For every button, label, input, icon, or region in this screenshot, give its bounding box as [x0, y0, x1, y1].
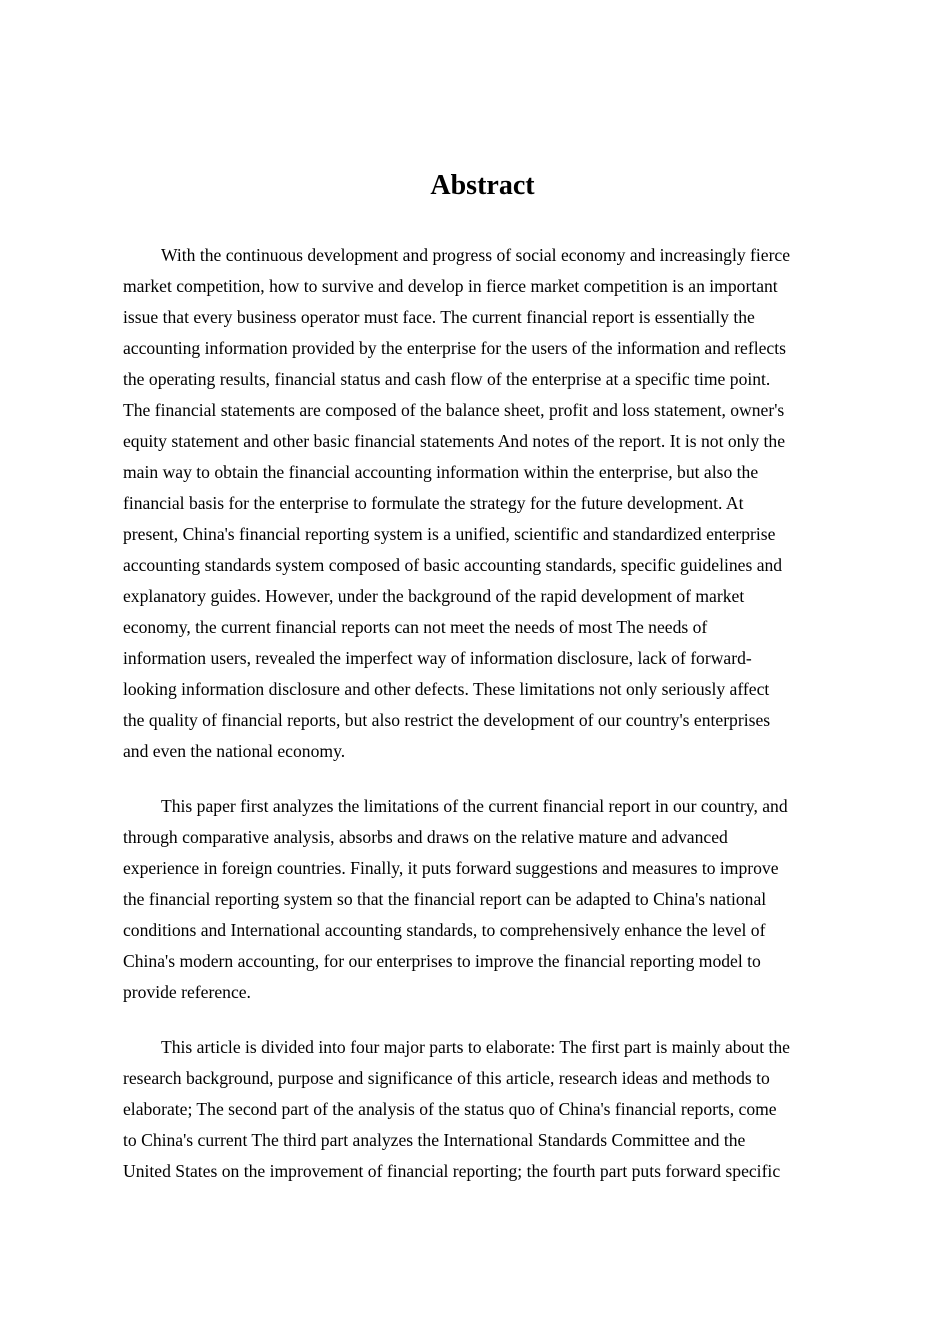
text-line: accounting standards system composed of basic accounting standards, specific guidelines and — [123, 555, 783, 575]
text-line: the financial reporting system so that the financial report can be adapted to China's national — [123, 889, 767, 909]
text-line: elaborate; The second part of the analysis of the status quo of China's financial reports, come — [123, 1099, 777, 1119]
abstract-body — [123, 240, 851, 1211]
text-line: main way to obtain the financial accounting information within the enterprise, but also the — [123, 462, 759, 482]
text-line: This article is divided into four major parts to elaborate: The first part is mainly about the — [161, 1037, 790, 1057]
text-line: looking information disclosure and other defects. These limitations not only seriously affect — [123, 679, 770, 699]
text-line: through comparative analysis, absorbs and draws on the relative mature and advanced — [123, 827, 728, 847]
text-line: experience in foreign countries. Finally, it puts forward suggestions and measures to improve — [123, 858, 779, 878]
text-line: This paper first analyzes the limitations of the current financial report in our country, and — [161, 796, 788, 816]
paragraph-1 — [123, 240, 851, 767]
text-line: explanatory guides. However, under the background of the rapid development of market — [123, 586, 745, 606]
text-line: issue that every business operator must face. The current financial report is essentially the — [123, 307, 755, 327]
text-line: China's modern accounting, for our enterprises to improve the financial reporting model to — [123, 951, 761, 971]
text-line: The financial statements are composed of the balance sheet, profit and loss statement, owner's — [123, 400, 785, 420]
paragraph-2 — [123, 791, 851, 1008]
text-line: provide reference. — [123, 982, 251, 1002]
text-line: present, China's financial reporting system is a unified, scientific and standardized enterprise — [123, 524, 776, 544]
text-line: to China's current The third part analyzes the International Standards Committee and the — [123, 1130, 746, 1150]
text-line: economy, the current financial reports can not meet the needs of most The needs of — [123, 617, 708, 637]
text-line: conditions and International accounting standards, to comprehensively enhance the level of — [123, 920, 766, 940]
text-line: financial basis for the enterprise to formulate the strategy for the future development. At — [123, 493, 744, 513]
text-line: accounting information provided by the enterprise for the users of the information and reflects — [123, 338, 786, 358]
text-line: United States on the improvement of financial reporting; the fourth part puts forward specific — [123, 1161, 781, 1181]
text-line: market competition, how to survive and develop in fierce market competition is an important — [123, 276, 778, 296]
text-line: research background, purpose and significance of this article, research ideas and methods to — [123, 1068, 770, 1088]
paragraph-3 — [123, 1032, 851, 1187]
text-line: and even the national economy. — [123, 741, 346, 761]
text-line: information users, revealed the imperfect way of information disclosure, lack of forward- — [123, 648, 752, 668]
text-line: equity statement and other basic financial statements And notes of the report. It is not only the — [123, 431, 786, 451]
text-line: the operating results, financial status and cash flow of the enterprise at a specific time point. — [123, 369, 771, 389]
text-line: With the continuous development and progress of social economy and increasingly fierce — [161, 245, 791, 265]
page-title: Abstract — [430, 170, 535, 201]
text-line: the quality of financial reports, but also restrict the development of our country's enterprises — [123, 710, 771, 730]
